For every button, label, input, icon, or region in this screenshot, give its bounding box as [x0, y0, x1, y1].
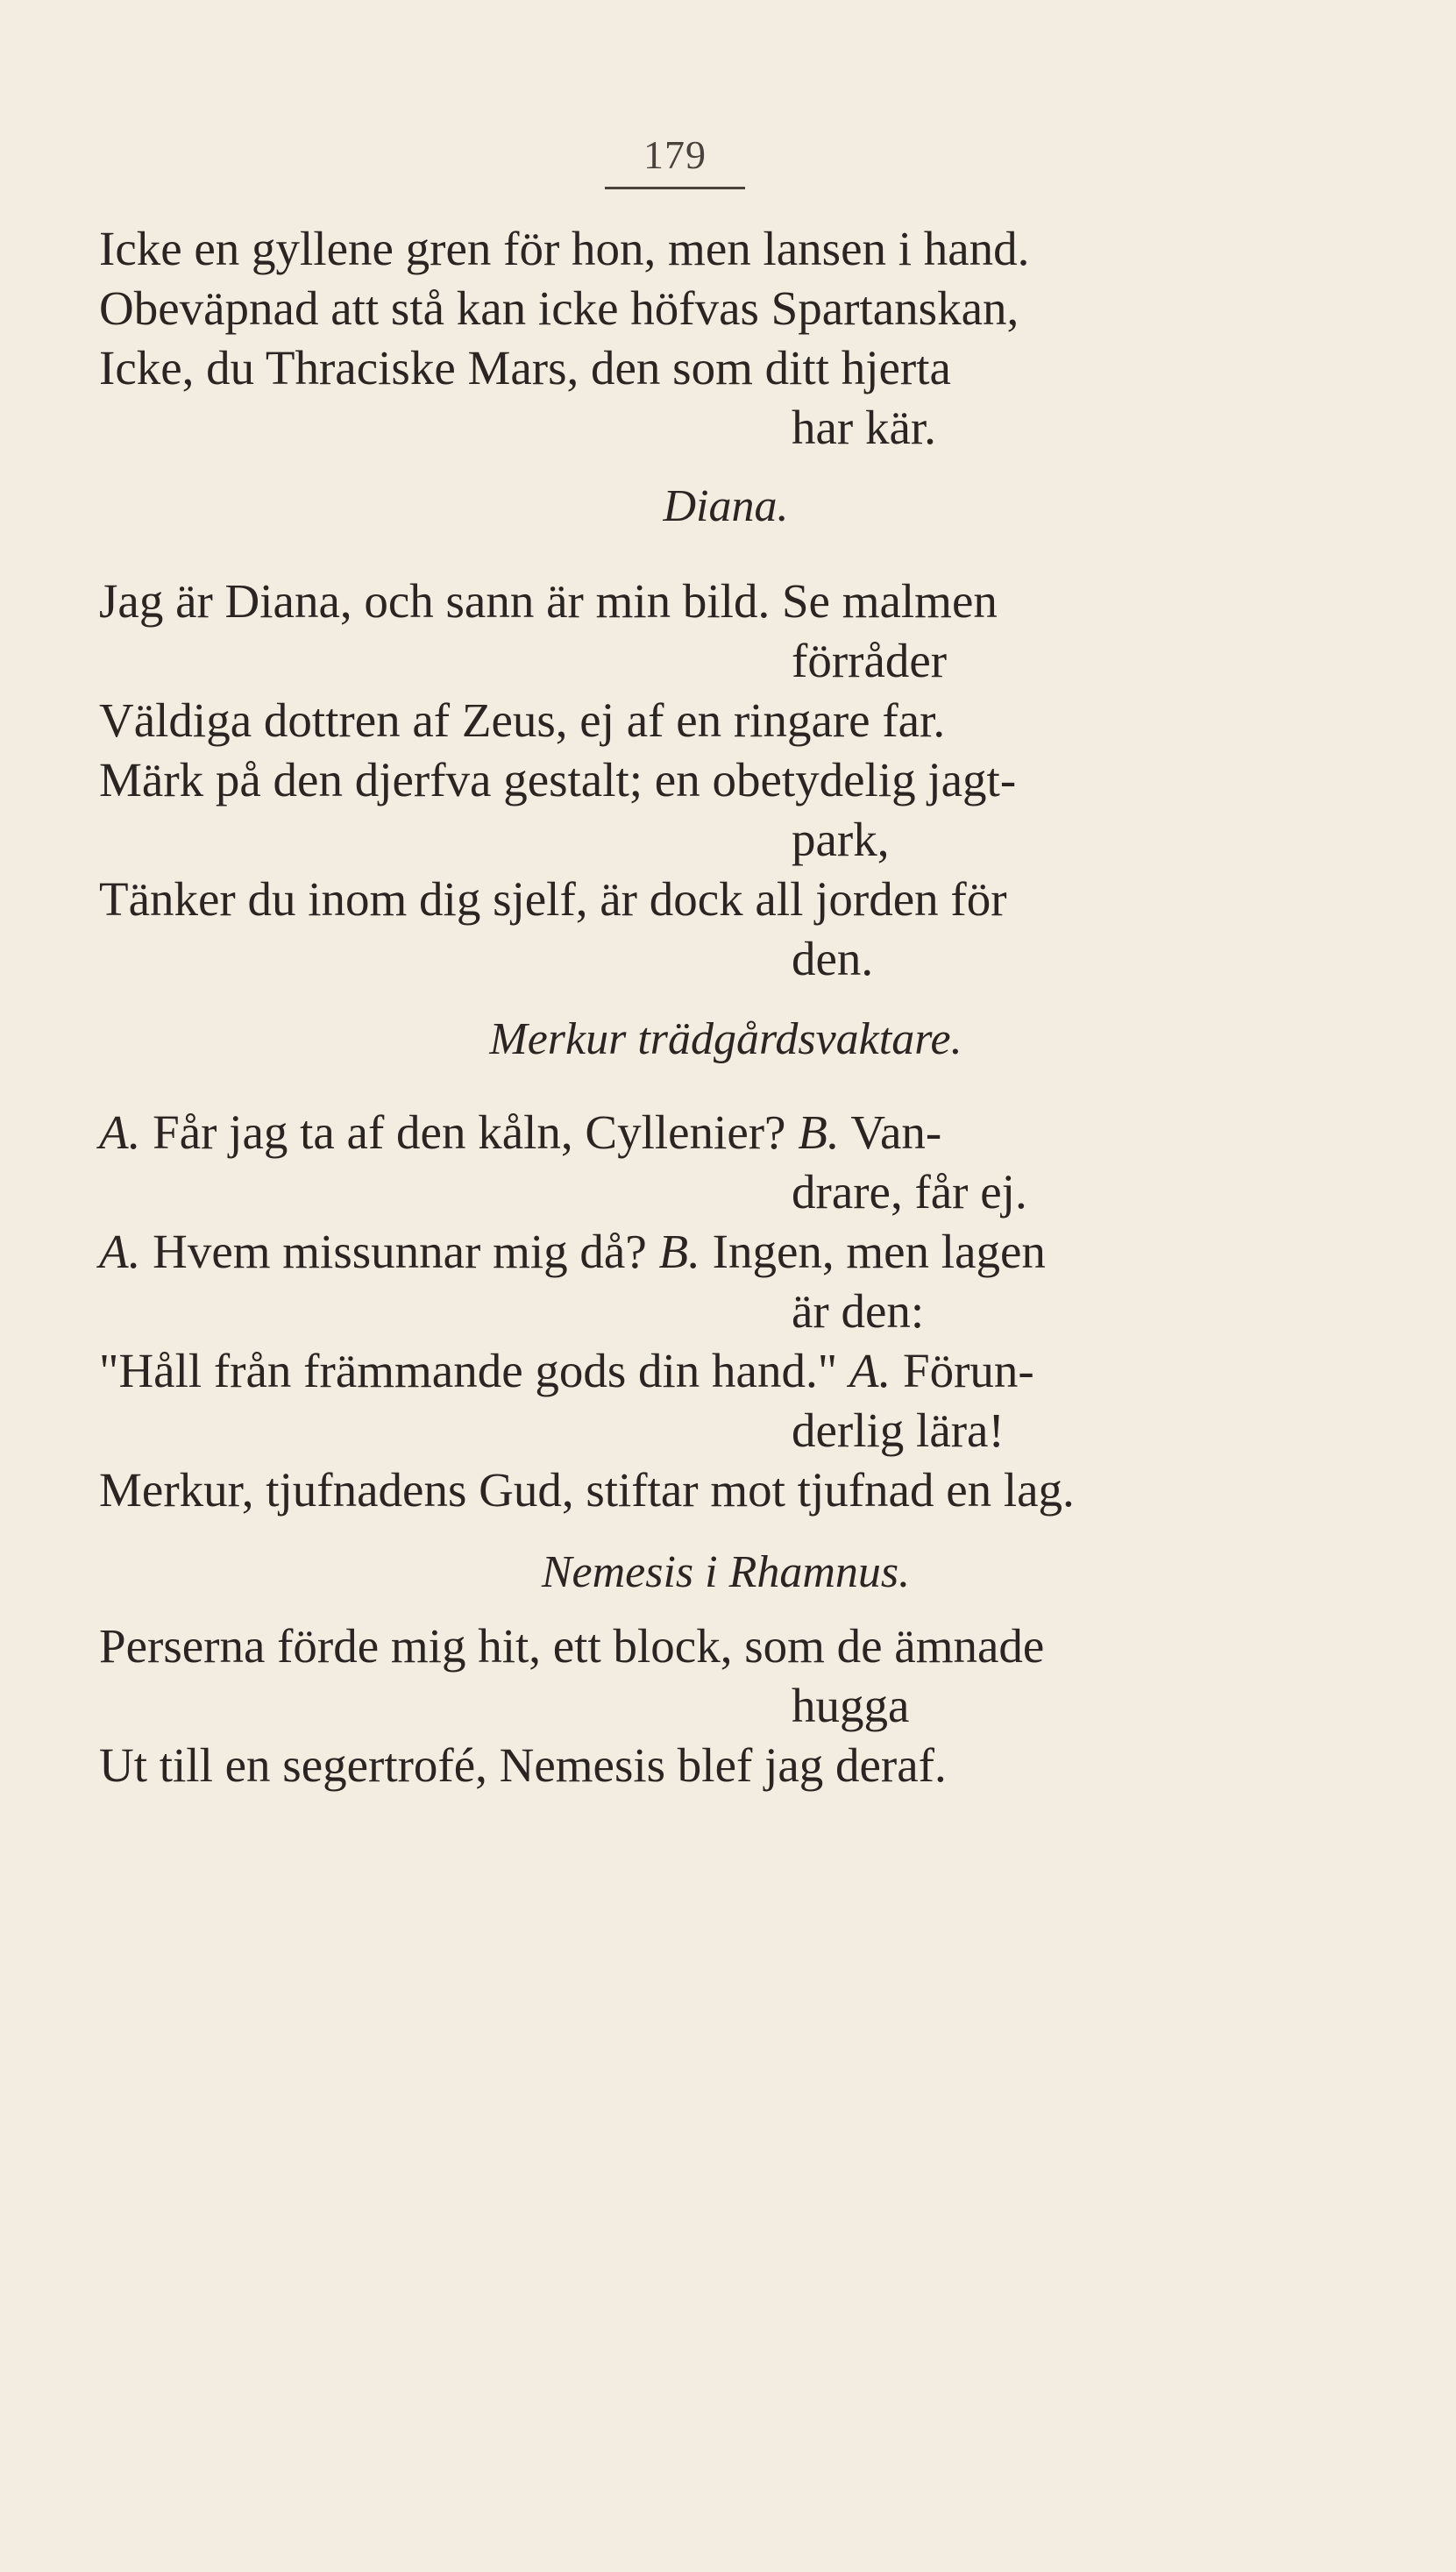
verse-line: Icke, du Thraciske Mars, den som ditt hjerta: [99, 341, 951, 394]
verse-turnover: derlig lära!: [792, 1403, 1005, 1457]
verse-line: Väldiga dottren af Zeus, ej af en ringare far.: [99, 693, 946, 747]
dialog-text: Ingen, men lagen: [700, 1225, 1046, 1278]
dialog-text: Hvem missunnar mig då?: [140, 1225, 659, 1278]
verse-turnover: park,: [792, 813, 890, 866]
verse-turnover: den.: [792, 932, 874, 985]
verse-turnover: förråder: [792, 634, 948, 687]
dialog-text: Van-: [839, 1105, 942, 1159]
section-heading: Nemesis i Rhamnus.: [541, 1547, 911, 1597]
verse-line: Merkur, tjufnadens Gud, stiftar mot tjufnad en lag.: [99, 1463, 1075, 1517]
speaker-label: A.: [849, 1344, 891, 1397]
speaker-label: B.: [798, 1105, 840, 1159]
speaker-label: A.: [99, 1105, 141, 1159]
dialog-line: [99, 1341, 1353, 1401]
dialog-text: "Håll från främmande gods din hand.": [99, 1344, 849, 1397]
verse-turnover: är den:: [792, 1284, 925, 1338]
verse-line: Jag är Diana, och sann är min bild. Se malmen: [99, 574, 998, 628]
verse-line: Ut till en segertrofé, Nemesis blef jag deraf.: [99, 1738, 947, 1792]
verse-line: Perserna förde mig hit, ett block, som de ämnade: [99, 1619, 1045, 1673]
verse-line: Tänker du inom dig sjelf, är dock all jorden för: [99, 872, 1007, 926]
speaker-label: B.: [658, 1225, 700, 1278]
verse-turnover: hugga: [792, 1679, 910, 1732]
speaker-label: A.: [99, 1225, 141, 1278]
verse-line: Icke en gyllene gren för hon, men lansen i hand.: [99, 222, 1030, 275]
dialog-text: Får jag ta af den kåln, Cyllenier?: [140, 1105, 799, 1159]
dialog-line: [99, 1103, 1353, 1162]
section-heading: Diana.: [663, 481, 789, 531]
page-number: 179: [605, 131, 745, 189]
poem-text: [99, 219, 1353, 1795]
verse-turnover: har kär.: [792, 401, 936, 454]
verse-line: Obeväpnad att stå kan icke höfvas Spartanskan,: [99, 281, 1019, 335]
dialog-line: [99, 1222, 1353, 1282]
section-heading: Merkur trädgårdsvaktare.: [489, 1014, 962, 1064]
verse-turnover: drare, får ej.: [792, 1165, 1027, 1219]
dialog-text: Förun-: [891, 1344, 1034, 1397]
verse-line: Märk på den djerfva gestalt; en obetydelig jagt-: [99, 753, 1017, 806]
